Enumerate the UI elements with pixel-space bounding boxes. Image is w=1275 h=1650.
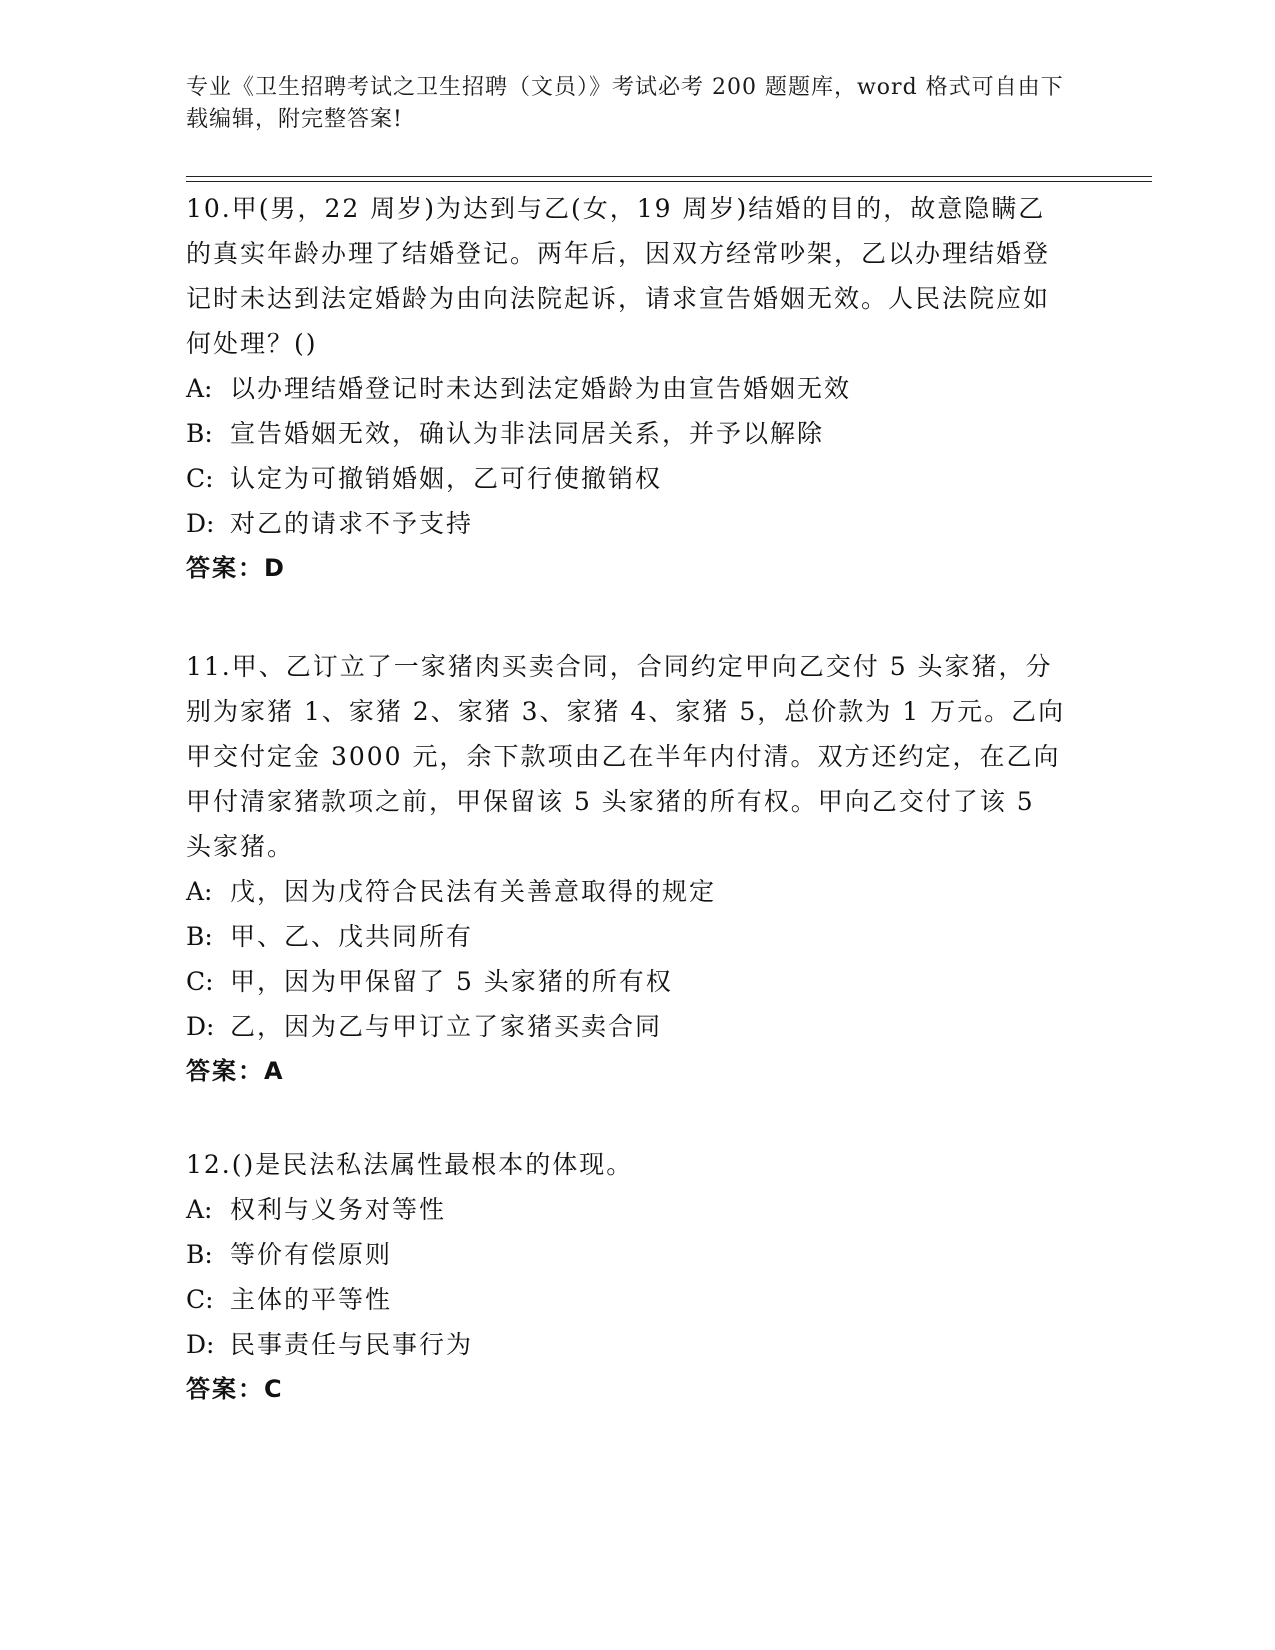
option-text: 甲、乙、戊共同所有 — [230, 922, 474, 951]
option-letter: C: — [186, 1285, 214, 1314]
option-a — [186, 869, 1066, 914]
option-text: 认定为可撤销婚姻，乙可行使撤销权 — [230, 464, 663, 493]
question-10 — [186, 186, 1066, 591]
option-letter: A: — [186, 877, 213, 906]
header-divider-top — [186, 176, 1152, 177]
option-b — [186, 411, 1066, 456]
option-b — [186, 1232, 1066, 1277]
option-text: 主体的平等性 — [230, 1285, 393, 1314]
option-letter: C: — [186, 967, 214, 996]
answer-label: 答案：C — [186, 1375, 284, 1403]
option-c — [186, 456, 1066, 501]
option-letter: B: — [186, 1240, 213, 1269]
option-text: 乙，因为乙与甲订立了家猪买卖合同 — [230, 1012, 663, 1041]
question-stem: 11.甲、乙订立了一家猪肉买卖合同，合同约定甲向乙交付 5 头家猪，分别为家猪 1、家猪 2、家猪 3、家猪 4、家猪 5，总价款为 1 万元。乙向甲交付定金 3000 元，余下款项由乙在半年内付清。双方还约定，在乙向甲付清家猪款项之前，甲保留该 5 头家猪的所有权。甲向乙交付了该 5 头家猪。 — [186, 652, 1066, 861]
option-text: 甲，因为甲保留了 5 头家猪的所有权 — [230, 967, 673, 996]
header-intro-text: 专业《卫生招聘考试之卫生招聘（文员）》考试必考 200 题题库，word 格式可自由下载编辑，附完整答案! — [186, 75, 1064, 132]
document-header — [186, 72, 1066, 136]
option-letter: D: — [186, 1012, 215, 1041]
option-text: 对乙的请求不予支持 — [230, 509, 474, 538]
option-a — [186, 366, 1066, 411]
question-12 — [186, 1142, 1066, 1412]
option-c — [186, 1277, 1066, 1322]
option-letter: A: — [186, 374, 213, 403]
option-text: 以办理结婚登记时未达到法定婚龄为由宣告婚姻无效 — [230, 374, 852, 403]
option-c — [186, 959, 1066, 1004]
question-11 — [186, 644, 1066, 1094]
answer-label: 答案：D — [186, 554, 286, 582]
header-divider-bottom — [186, 181, 1152, 182]
answer-label: 答案：A — [186, 1057, 285, 1085]
option-letter: B: — [186, 922, 213, 951]
option-text: 民事责任与民事行为 — [230, 1330, 474, 1359]
option-d — [186, 501, 1066, 546]
option-letter: C: — [186, 464, 214, 493]
option-d — [186, 1322, 1066, 1367]
option-letter: D: — [186, 1330, 215, 1359]
option-text: 权利与义务对等性 — [230, 1195, 447, 1224]
option-text: 戊，因为戊符合民法有关善意取得的规定 — [230, 877, 717, 906]
option-letter: D: — [186, 509, 215, 538]
option-text: 等价有偿原则 — [230, 1240, 393, 1269]
option-letter: B: — [186, 419, 213, 448]
question-stem: 12.()是民法私法属性最根本的体现。 — [186, 1150, 634, 1179]
option-a — [186, 1187, 1066, 1232]
option-letter: A: — [186, 1195, 213, 1224]
option-text: 宣告婚姻无效，确认为非法同居关系，并予以解除 — [230, 419, 825, 448]
question-stem: 10.甲(男，22 周岁)为达到与乙(女，19 周岁)结婚的目的，故意隐瞒乙的真实年龄办理了结婚登记。两年后，因双方经常吵架，乙以办理结婚登记时未达到法定婚龄为由向法院起诉，请求宣告婚姻无效。人民法院应如何处理？() — [186, 194, 1051, 358]
option-b — [186, 914, 1066, 959]
option-d — [186, 1004, 1066, 1049]
